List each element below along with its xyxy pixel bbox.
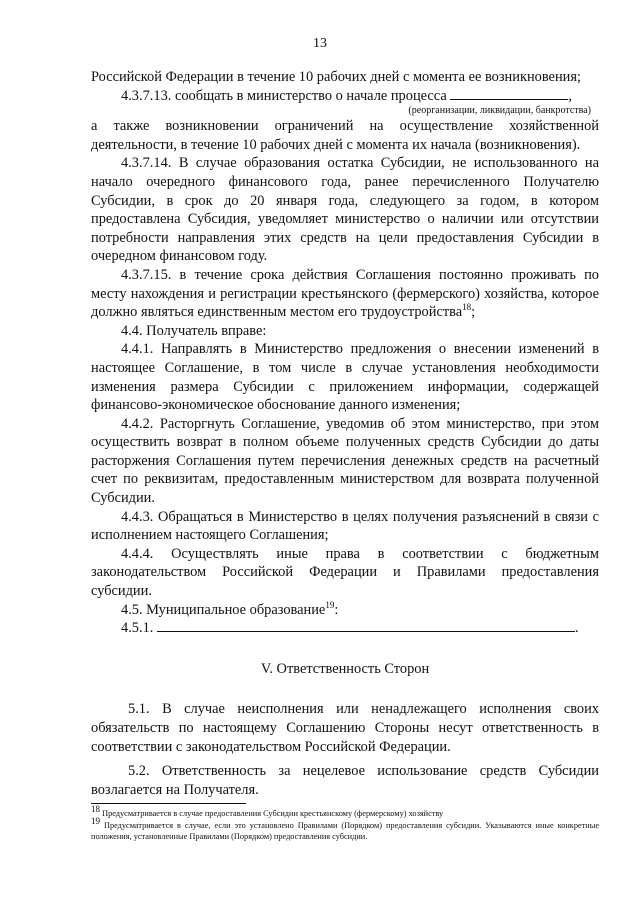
footnote-text: Предусматривается в случае, если это установлено Правилами (Порядком) предоставления субсидии. Указываются иные конкретные положения, установленные Правилами (Порядком) предоставления субсидии. bbox=[91, 820, 599, 841]
footnote-19 bbox=[91, 815, 599, 843]
paragraph-text: 4.5.1. bbox=[121, 620, 154, 637]
footnotes bbox=[91, 804, 599, 843]
paragraph-4-4: 4.4. Получатель вправе: bbox=[121, 322, 267, 339]
page-number: 13 bbox=[313, 36, 327, 51]
footnote-ref-18: 18 bbox=[462, 302, 472, 313]
footnote-text: Предусматривается в случае предоставления Субсидии крестьянскому (фермерскому) хозяйству bbox=[102, 809, 444, 818]
fill-in-blank bbox=[157, 619, 575, 632]
footnote-separator bbox=[91, 803, 246, 804]
paragraph-4-5: 4.5. Муниципальное образование$^{19}$: bbox=[121, 599, 339, 618]
paragraph-text: 4.3.7.13. сообщать в министерство о начале процесса bbox=[121, 87, 447, 104]
paragraph-continuation-2: а также возникновении ограничений на осуществление хозяйственной деятельности, в течение 10 рабочих дней с момента их начала (возникновения). bbox=[91, 118, 599, 153]
paragraph-continuation: Российской Федерации в течение 10 рабочих дней с момента ее возникновения; bbox=[91, 69, 581, 85]
footnote-number: 18 bbox=[91, 804, 100, 815]
paragraph-5-1: 5.1. В случае неисполнения или ненадлежащего исполнения своих обязательств по настоящему Соглашению Стороны несут ответственность в соответствии с законодательством Российской Федерации. bbox=[91, 701, 599, 755]
section-heading: V. Ответственность Сторон bbox=[260, 660, 430, 677]
paragraph-text: 4.5. Муниципальное образование bbox=[121, 601, 326, 618]
paragraph-4-5-1: 4.5.1. . bbox=[121, 620, 579, 637]
paragraph-note: (реорганизации, ликвидации, банкротства) bbox=[408, 105, 591, 117]
document-body bbox=[91, 68, 599, 799]
footnote-number: 19 bbox=[91, 815, 100, 826]
footnote-ref-19: 19 bbox=[325, 599, 335, 610]
paragraph-4-3-7-13: 4.3.7.13. сообщать в министерство о начале процесса , bbox=[121, 87, 572, 104]
fill-in-blank bbox=[450, 87, 568, 100]
paragraph-5-2: 5.2. Ответственность за нецелевое использование средств Субсидии возлагается на Получателя. bbox=[91, 763, 599, 798]
paragraph-4-4-3: 4.4.3. Обращаться в Министерство в целях получения разъяснений в связи с исполнением настоящего Соглашения; bbox=[91, 508, 599, 544]
paragraph-4-4-4: 4.4.4. Осуществлять иные права в соответствии с бюджетным законодательством Российской Федерации и Правилами предоставления субсидии. bbox=[91, 545, 599, 600]
paragraph-4-3-7-15: 4.3.7.15. в течение срока действия Соглашения постоянно проживать по месту нахождения и регистрации крестьянского (фермерского) хозяйства, которое должно являться единственным местом его трудоустройства$^{18}$; bbox=[91, 266, 599, 321]
paragraph-4-3-7-14: 4.3.7.14. В случае образования остатка Субсидии, не использованного на начало очередного финансового года, ранее перечисленного Получателю Субсидии, в срок до 20 января года, следующего за годом, в котором предоставлена Субсидия, уведомляет министерство о наличии или отсутствии потребности направления этих средств на цели предоставления Субсидии в очередном финансовом году. bbox=[91, 155, 599, 265]
paragraph-text: 4.3.7.15. в течение срока действия Соглашения постоянно проживать по месту нахождения и регистрации крестьянского (фермерского) хозяйства, которое должно являться единственным местом его трудоустройства bbox=[91, 266, 599, 321]
paragraph-4-4-1: 4.4.1. Направлять в Министерство предложения о внесении изменений в настоящее Соглашение, в том числе в случае установления необходимости изменения размера Субсидии с приложением информации, содержащей финансово-экономическое обоснование данного изменения; bbox=[91, 341, 599, 414]
footnote-18 bbox=[91, 804, 599, 820]
paragraph-4-4-2: 4.4.2. Расторгнуть Соглашение, уведомив об этом министерство, при этом осуществить возврат в полном объеме полученных средств Субсидии до даты расторжения Соглашения путем перечисления денежных средств на расчетный счет по реквизитам, предоставленным министерством для возврата полученной Субсидии. bbox=[91, 415, 599, 507]
